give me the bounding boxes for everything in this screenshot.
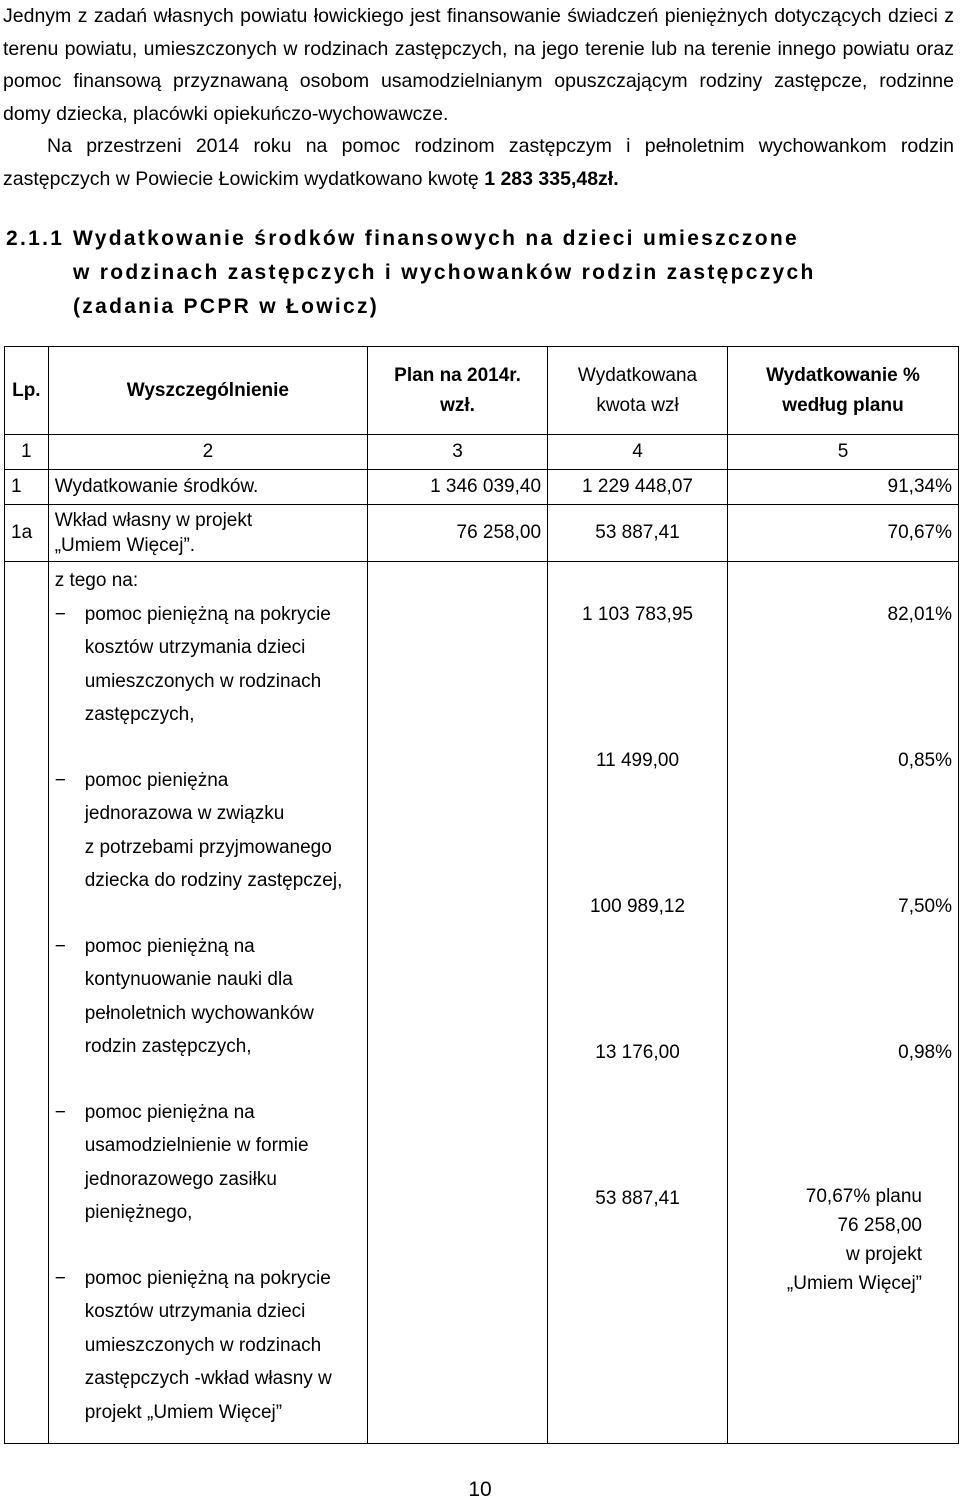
- breakdown-percent-value: 0,85%: [898, 749, 952, 771]
- breakdown-item-text: [85, 764, 361, 898]
- section-title-line-1: Wydatkowanie środków finansowych na dzieci umieszczone: [73, 227, 799, 250]
- percent-note-line: w projekt: [845, 1243, 922, 1265]
- header-plan-line-2: wzł.: [440, 394, 475, 416]
- section-title-line-2: w rodzinach zastępczych i wychowanków rodzin zastępczych: [73, 261, 816, 284]
- row-percent-value: 91,34%: [728, 470, 959, 505]
- breakdown-line: pomoc pieniężną na pokrycie: [84, 1267, 331, 1289]
- breakdown-line: pomoc pieniężną na: [84, 935, 255, 957]
- breakdown-line: kosztów utrzymania dzieci: [84, 1301, 306, 1322]
- breakdown-spent-value: 1 103 783,95: [582, 603, 693, 625]
- breakdown-line: pomoc pieniężną na pokrycie: [84, 603, 331, 625]
- column-index: 2: [48, 435, 367, 470]
- breakdown-line: umieszczonych w rodzinach: [84, 670, 322, 692]
- breakdown-line: pełnoletnich wychowanków: [84, 1002, 314, 1024]
- breakdown-line: projekt „Umiem Więcej”: [84, 1401, 283, 1423]
- row-plan-value: 1 346 039,40: [368, 470, 548, 505]
- intro-paragraph-2-amount: 1 283 335,48zł.: [484, 167, 619, 190]
- expenditure-table: [4, 346, 959, 1444]
- breakdown-percent-values: [728, 562, 959, 1444]
- breakdown-item-text: [85, 1096, 361, 1230]
- breakdown-percent-value: 82,01%: [887, 603, 952, 625]
- breakdown-line: z potrzebami przyjmowanego: [84, 836, 332, 858]
- percent-note-line: „Umiem Więcej”: [786, 1272, 922, 1294]
- breakdown-percent-value: 0,98%: [898, 1041, 952, 1063]
- breakdown-line: dziecka do rodziny zastępczej,: [84, 870, 343, 891]
- breakdown-item: [55, 1262, 361, 1430]
- row-description: [48, 505, 367, 562]
- row-lp: 1: [5, 470, 49, 505]
- dash-bullet: −: [54, 603, 66, 625]
- breakdown-line: pomoc pieniężna: [84, 769, 229, 791]
- breakdown-line: rodzin zastępczych,: [84, 1036, 252, 1057]
- intro-paragraph-2: [3, 130, 954, 195]
- header-description: Wyszczególnienie: [48, 347, 367, 435]
- percent-note-line: 76 258,00: [837, 1214, 922, 1236]
- breakdown-spent-value: 100 989,12: [589, 895, 686, 917]
- column-index: 1: [5, 435, 49, 470]
- table-row-breakdown: [5, 562, 959, 1444]
- column-index-row: [5, 435, 959, 470]
- breakdown-line: umieszczonych w rodzinach: [84, 1334, 322, 1356]
- breakdown-line: kosztów utrzymania dzieci: [84, 637, 306, 658]
- header-spent-percent: [728, 347, 959, 435]
- breakdown-spent-values: [548, 562, 728, 1444]
- row-spent-value: 53 887,41: [548, 505, 728, 562]
- row-spent-value: 1 229 448,07: [548, 470, 728, 505]
- page-number: 10: [468, 1478, 492, 1501]
- row-percent-value: 70,67%: [728, 505, 959, 562]
- breakdown-item-text: [85, 1262, 361, 1430]
- column-index: 3: [368, 435, 548, 470]
- header-plan-line-1: Plan na 2014r.: [394, 364, 521, 386]
- breakdown-item: [55, 930, 361, 1064]
- breakdown-spent-value: 53 887,41: [595, 1187, 680, 1209]
- dash-bullet: −: [54, 1101, 66, 1123]
- breakdown-item: [55, 1096, 361, 1230]
- table-header-row: [5, 347, 959, 435]
- breakdown-line: zastępczych -wkład własny w: [84, 1368, 332, 1389]
- header-spent-line-1: Wydatkowana: [577, 364, 698, 386]
- breakdown-item-text: [85, 930, 361, 1064]
- breakdown-item-text: [85, 598, 361, 732]
- header-spent-amount: [548, 347, 728, 435]
- percent-note-line: 70,67% planu: [805, 1185, 922, 1207]
- intro-text: [3, 0, 954, 195]
- column-index: 4: [548, 435, 728, 470]
- breakdown-spent-value: 11 499,00: [595, 749, 680, 771]
- breakdown-line: jednorazowa w związku: [84, 803, 285, 824]
- breakdown-percent-value: 7,50%: [898, 895, 952, 917]
- row-lp: 1a: [5, 505, 49, 562]
- column-index: 5: [728, 435, 959, 470]
- intro-paragraph-2-text: Na przestrzeni 2014 roku na pomoc rodzinom zastępczym i pełnoletnim wychowankom rodzin zastępczych w Powiecie Łowickim wydatkowano kwotę: [3, 135, 954, 190]
- header-lp: Lp.: [5, 347, 49, 435]
- table-row: [5, 470, 959, 505]
- intro-paragraph-1: Jednym z zadań własnych powiatu łowickiego jest finansowanie świadczeń pieniężnych dotyczących dzieci z terenu powiatu, umieszczonych w rodzinach zastępczych, na jego terenie lub na terenie innego powiatu oraz pomoc finansową przyznawaną osobom usamodzielnianym opuszczającym rodziny zastępcze, rodzinne domy dziecka, placówki opiekuńczo-wychowawcze.: [3, 5, 954, 125]
- breakdown-item: [55, 764, 361, 898]
- breakdown-percent-note: [734, 1182, 952, 1298]
- breakdown-subhead: z tego na:: [54, 570, 139, 591]
- header-percent-line-1: Wydatkowanie %: [766, 364, 920, 386]
- section-number: 2.1.1: [6, 227, 65, 250]
- breakdown-plan-empty: [368, 562, 548, 1444]
- dash-bullet: −: [54, 769, 66, 791]
- breakdown-item: [55, 598, 361, 732]
- row-description: Wydatkowanie środków.: [48, 470, 367, 505]
- header-plan: [368, 347, 548, 435]
- breakdown-line: zastępczych,: [84, 704, 195, 725]
- row-description-line-2: „Umiem Więcej”.: [54, 535, 196, 556]
- dash-bullet: −: [54, 935, 66, 957]
- breakdown-line: kontynuowanie nauki dla: [84, 969, 293, 990]
- section-heading: [6, 222, 946, 324]
- header-percent-line-2: według planu: [782, 394, 904, 416]
- table-row: [5, 505, 959, 562]
- breakdown-line: jednorazowego zasiłku: [84, 1168, 277, 1190]
- header-spent-line-2: kwota wzł: [596, 394, 679, 416]
- dash-bullet: −: [54, 1267, 66, 1289]
- section-heading-line-1: [6, 222, 946, 256]
- breakdown-line: pieniężnego,: [84, 1202, 193, 1223]
- breakdown-description: [48, 562, 367, 1444]
- row-plan-value: 76 258,00: [368, 505, 548, 562]
- row-lp-empty: [5, 562, 49, 1444]
- breakdown-line: pomoc pieniężna na: [84, 1101, 255, 1123]
- row-description-line-1: Wkład własny w projekt: [54, 510, 253, 531]
- breakdown-spent-value: 13 176,00: [595, 1041, 680, 1063]
- breakdown-line: usamodzielnienie w formie: [84, 1135, 309, 1156]
- section-title-line-3: (zadania PCPR w Łowicz): [73, 295, 380, 318]
